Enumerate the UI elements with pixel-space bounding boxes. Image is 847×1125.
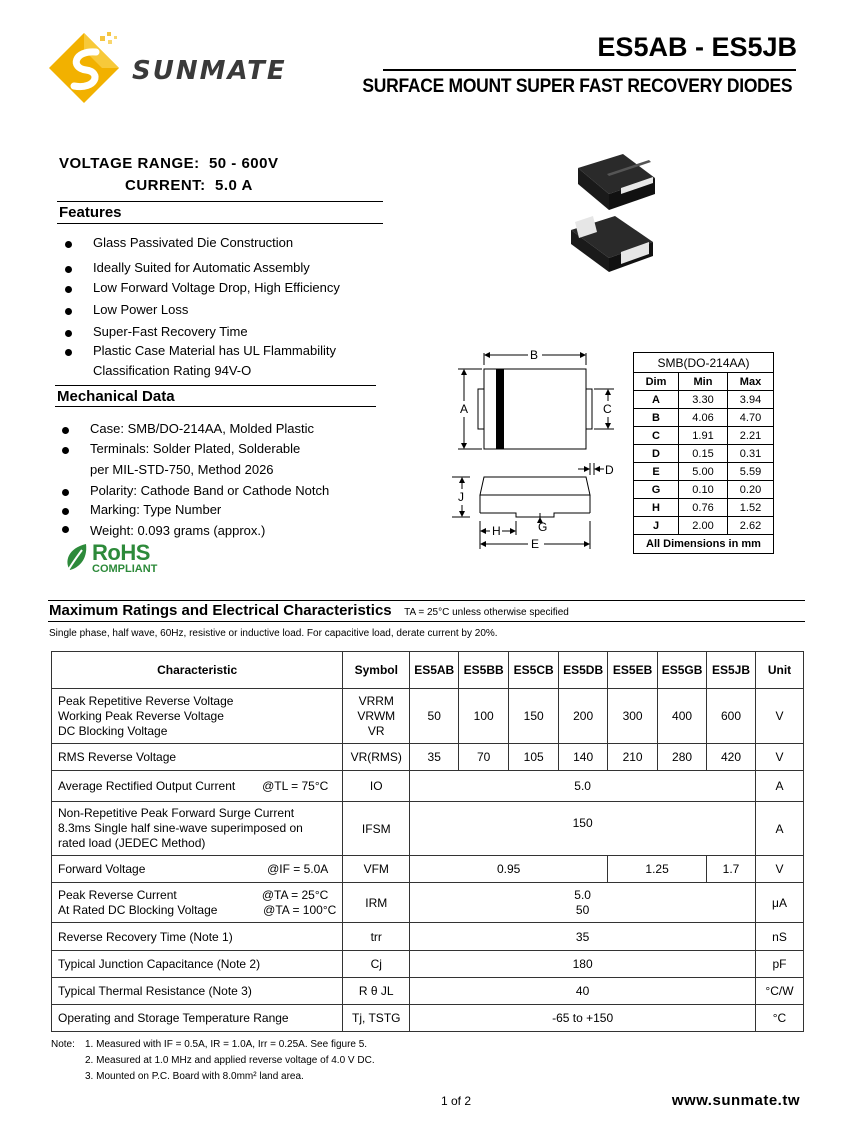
header-es5cb: ES5CB xyxy=(509,652,559,689)
header-es5eb: ES5EB xyxy=(608,652,658,689)
notes-label: Note: xyxy=(51,1039,75,1050)
feature-item: Low Forward Voltage Drop, High Efficiency xyxy=(65,280,413,295)
table-row: Non-Repetitive Peak Forward Surge Current 8.3ms Single half sine-wave superimposed on rated load (JEDEC Method) IFSM 150 A xyxy=(52,802,804,856)
voltage-label: VOLTAGE RANGE: xyxy=(59,155,200,172)
package-photo xyxy=(563,150,663,280)
table-row: Average Rectified Output Current @TL = 75°C IO 5.0 A xyxy=(52,771,804,802)
bullet-icon xyxy=(65,266,72,273)
header-es5gb: ES5GB xyxy=(658,652,707,689)
note-2: 2. Measured at 1.0 MHz and applied reverse voltage of 4.0 V DC. xyxy=(85,1055,375,1066)
dim-label-h: H xyxy=(492,524,501,538)
ratings-bottom-rule xyxy=(48,621,805,622)
current-value: 5.0 A xyxy=(215,177,253,194)
bullet-icon xyxy=(65,330,72,337)
table-row: RMS Reverse Voltage VR(RMS) 35 70 105 140 210 280 420 V xyxy=(52,744,804,771)
table-row: Peak Reverse Current @TA = 25°C At Rated DC Blocking Voltage @TA = 100°C IRM 5.0 50 μA xyxy=(52,883,804,923)
bullet-icon xyxy=(62,489,69,496)
ratings-heading xyxy=(49,602,569,620)
website-link[interactable]: www.sunmate.tw xyxy=(671,1092,800,1109)
note-3: 3. Mounted on P.C. Board with 8.0mm² land area. xyxy=(85,1071,304,1082)
features-heading: Features xyxy=(59,204,122,221)
feature-item: Ideally Suited for Automatic Assembly xyxy=(65,260,413,275)
current-label: CURRENT: xyxy=(125,177,206,194)
header-es5ab: ES5AB xyxy=(410,652,459,689)
bullet-icon xyxy=(62,508,69,515)
header-es5db: ES5DB xyxy=(559,652,608,689)
dim-label-j: J xyxy=(458,490,464,504)
feature-item: Super-Fast Recovery Time xyxy=(65,324,413,339)
dim-label-a: A xyxy=(460,402,469,416)
header-unit: Unit xyxy=(755,652,803,689)
dim-header: Dim xyxy=(634,373,679,391)
electrical-characteristics-table xyxy=(51,651,804,1032)
mechanical-item: Case: SMB/DO-214AA, Molded Plastic xyxy=(62,421,410,436)
bullet-icon xyxy=(62,447,69,454)
bullet-icon xyxy=(65,241,72,248)
feature-item-continued: Classification Rating 94V-O xyxy=(93,363,252,378)
header-es5jb: ES5JB xyxy=(707,652,756,689)
mechanical-bottom-rule xyxy=(55,406,376,407)
ratings-title: Maximum Ratings and Electrical Characteristics xyxy=(49,602,392,619)
dim-table-footer: All Dimensions in mm xyxy=(634,535,774,554)
min-header: Min xyxy=(679,373,728,391)
header-symbol: Symbol xyxy=(343,652,410,689)
table-row: Reverse Recovery Time (Note 1) trr 35 nS xyxy=(52,923,804,951)
bullet-icon xyxy=(62,526,69,533)
table-row: H 0.76 1.52 xyxy=(634,499,774,517)
features-bottom-rule xyxy=(57,223,383,224)
table-row: D 0.15 0.31 xyxy=(634,445,774,463)
table-row: Peak Repetitive Reverse Voltage Working Peak Reverse Voltage DC Blocking Voltage VRRM VRWM VR 50 100 150 200 300 400 600 V xyxy=(52,689,804,744)
table-row: G 0.10 0.20 xyxy=(634,481,774,499)
feature-item: Glass Passivated Die Construction xyxy=(65,235,413,250)
page-number: 1 of 2 xyxy=(441,1094,472,1108)
table-row: Typical Thermal Resistance (Note 3) R θ JL 40 °C/W xyxy=(52,978,804,1005)
mechanical-top-rule xyxy=(55,385,376,386)
mechanical-item: Weight: 0.093 grams (approx.) xyxy=(62,523,410,538)
dim-label-b: B xyxy=(530,348,539,362)
current-rating xyxy=(125,177,253,194)
table-row: Typical Junction Capacitance (Note 2) Cj 180 pF xyxy=(52,951,804,978)
mechanical-item: Terminals: Solder Plated, Solderable xyxy=(62,441,410,456)
feature-item: Low Power Loss xyxy=(65,302,413,317)
feature-item: Plastic Case Material has UL Flammability xyxy=(65,343,413,358)
dim-label-d: D xyxy=(605,463,614,477)
mechanical-item: Polarity: Cathode Band or Cathode Notch xyxy=(62,483,410,498)
mechanical-item: Marking: Type Number xyxy=(62,502,410,517)
voltage-value: 50 - 600V xyxy=(208,155,279,172)
bullet-icon xyxy=(65,349,72,356)
title-divider xyxy=(383,69,796,71)
rohs-compliant-text: COMPLIANT xyxy=(92,563,158,575)
bullet-icon xyxy=(65,286,72,293)
dim-table-title: SMB(DO-214AA) xyxy=(634,353,774,373)
dim-label-e: E xyxy=(531,537,540,551)
ratings-condition: TA = 25°C unless otherwise specified xyxy=(404,607,569,618)
brand-wordmark: SUNMATE xyxy=(132,56,287,86)
product-subtitle: SURFACE MOUNT SUPER FAST RECOVERY DIODES xyxy=(362,76,792,97)
table-row: Operating and Storage Temperature Range Tj, TSTG -65 to +150 °C xyxy=(52,1005,804,1032)
table-row: E 5.00 5.59 xyxy=(634,463,774,481)
bullet-icon xyxy=(62,427,69,434)
voltage-range xyxy=(59,155,279,172)
table-row: C 1.91 2.21 xyxy=(634,427,774,445)
mechanical-heading: Mechanical Data xyxy=(57,388,175,405)
table-row: A 3.30 3.94 xyxy=(634,391,774,409)
rohs-text: RoHS xyxy=(92,540,150,565)
ratings-note: Single phase, half wave, 60Hz, resistive or inductive load. For capacitive load, derate current by 20%. xyxy=(49,628,498,639)
rohs-badge xyxy=(62,540,172,578)
header-characteristic: Characteristic xyxy=(52,652,343,689)
dim-label-g: G xyxy=(538,520,548,534)
table-row: J 2.00 2.62 xyxy=(634,517,774,535)
dim-label-c: C xyxy=(603,402,612,416)
features-top-rule xyxy=(57,201,383,202)
company-logo xyxy=(44,28,134,118)
leaf-icon xyxy=(62,542,92,578)
table-row: Forward Voltage @IF = 5.0A VFM 0.95 1.25 1.7 V xyxy=(52,856,804,883)
dimension-table xyxy=(633,352,774,554)
max-header: Max xyxy=(728,373,774,391)
mechanical-item-continued: per MIL-STD-750, Method 2026 xyxy=(90,462,274,477)
note-1: 1. Measured with IF = 0.5A, IR = 1.0A, Irr = 0.25A. See figure 5. xyxy=(85,1039,368,1050)
package-dimension-drawing xyxy=(450,345,620,555)
header-es5bb: ES5BB xyxy=(459,652,509,689)
part-number-title: ES5AB - ES5JB xyxy=(597,32,797,62)
table-row: B 4.06 4.70 xyxy=(634,409,774,427)
bullet-icon xyxy=(65,308,72,315)
ratings-top-rule xyxy=(48,600,805,601)
